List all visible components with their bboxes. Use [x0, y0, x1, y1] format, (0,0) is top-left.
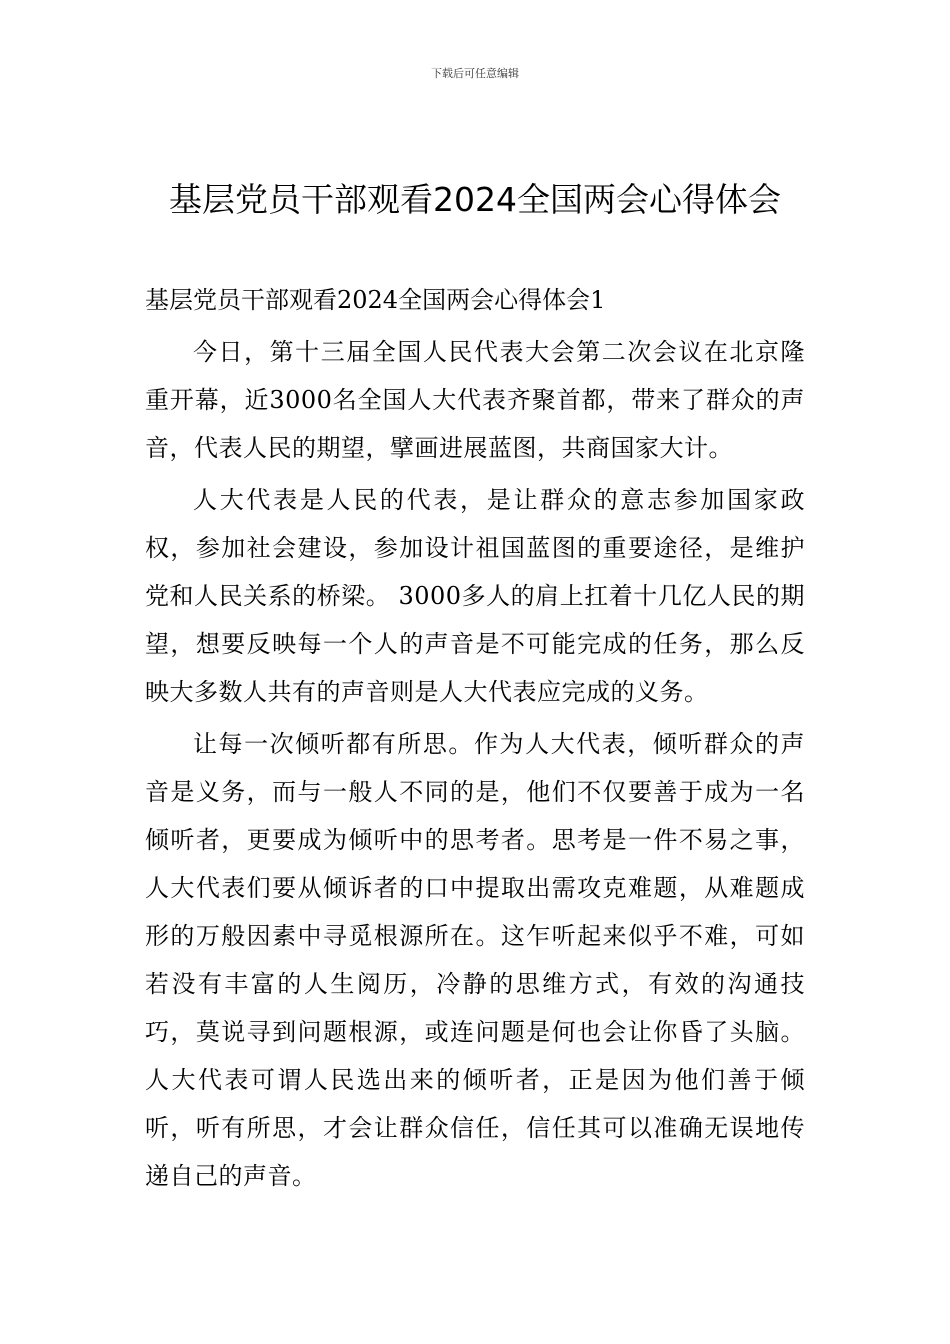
paragraph-3: 让每一次倾听都有所思。作为人大代表，倾听群众的声音是义务，而与一般人不同的是，他们不仅要善于成为一名倾听者，更要成为倾听中的思考者。思考是一件不易之事，人大代表们要从倾诉者的口中提取出需攻克难题，从难题成形的万般因素中寻觅根源所在。这乍听起来似乎不难，可如若没有丰富的人生阅历，冷静的思维方式，有效的沟通技巧，莫说寻到问题根源，或连问题是何也会让你昏了头脑。人大代表可谓人民选出来的倾听者，正是因为他们善于倾听，听有所思，才会让群众信任，信任其可以准确无误地传递自己的声音。 [145, 730, 805, 1190]
header-note: 下载后可任意编辑 [431, 67, 519, 80]
section-heading: 基层党员干部观看2024全国两会心得体会1 [145, 286, 606, 314]
document-title: 基层党员干部观看2024全国两会心得体会 [169, 180, 781, 219]
paragraph-2: 人大代表是人民的代表，是让群众的意志参加国家政权，参加社会建设，参加设计祖国蓝图的重要途径，是维护党和人民关系的桥梁。 3000多人的肩上扛着十几亿人民的期望，想要反映每一个人的声音是不可能完成的任务，那么反映大多数人共有的声音则是人大代表应完成的义务。 [145, 486, 805, 706]
document-body [145, 276, 805, 1204]
paragraph-1: 今日，第十三届全国人民代表大会第二次会议在北京隆重开幕，近3000名全国人大代表齐聚首都，带来了群众的声音，代表人民的期望，擘画进展蓝图，共商国家大计。 [145, 338, 805, 462]
